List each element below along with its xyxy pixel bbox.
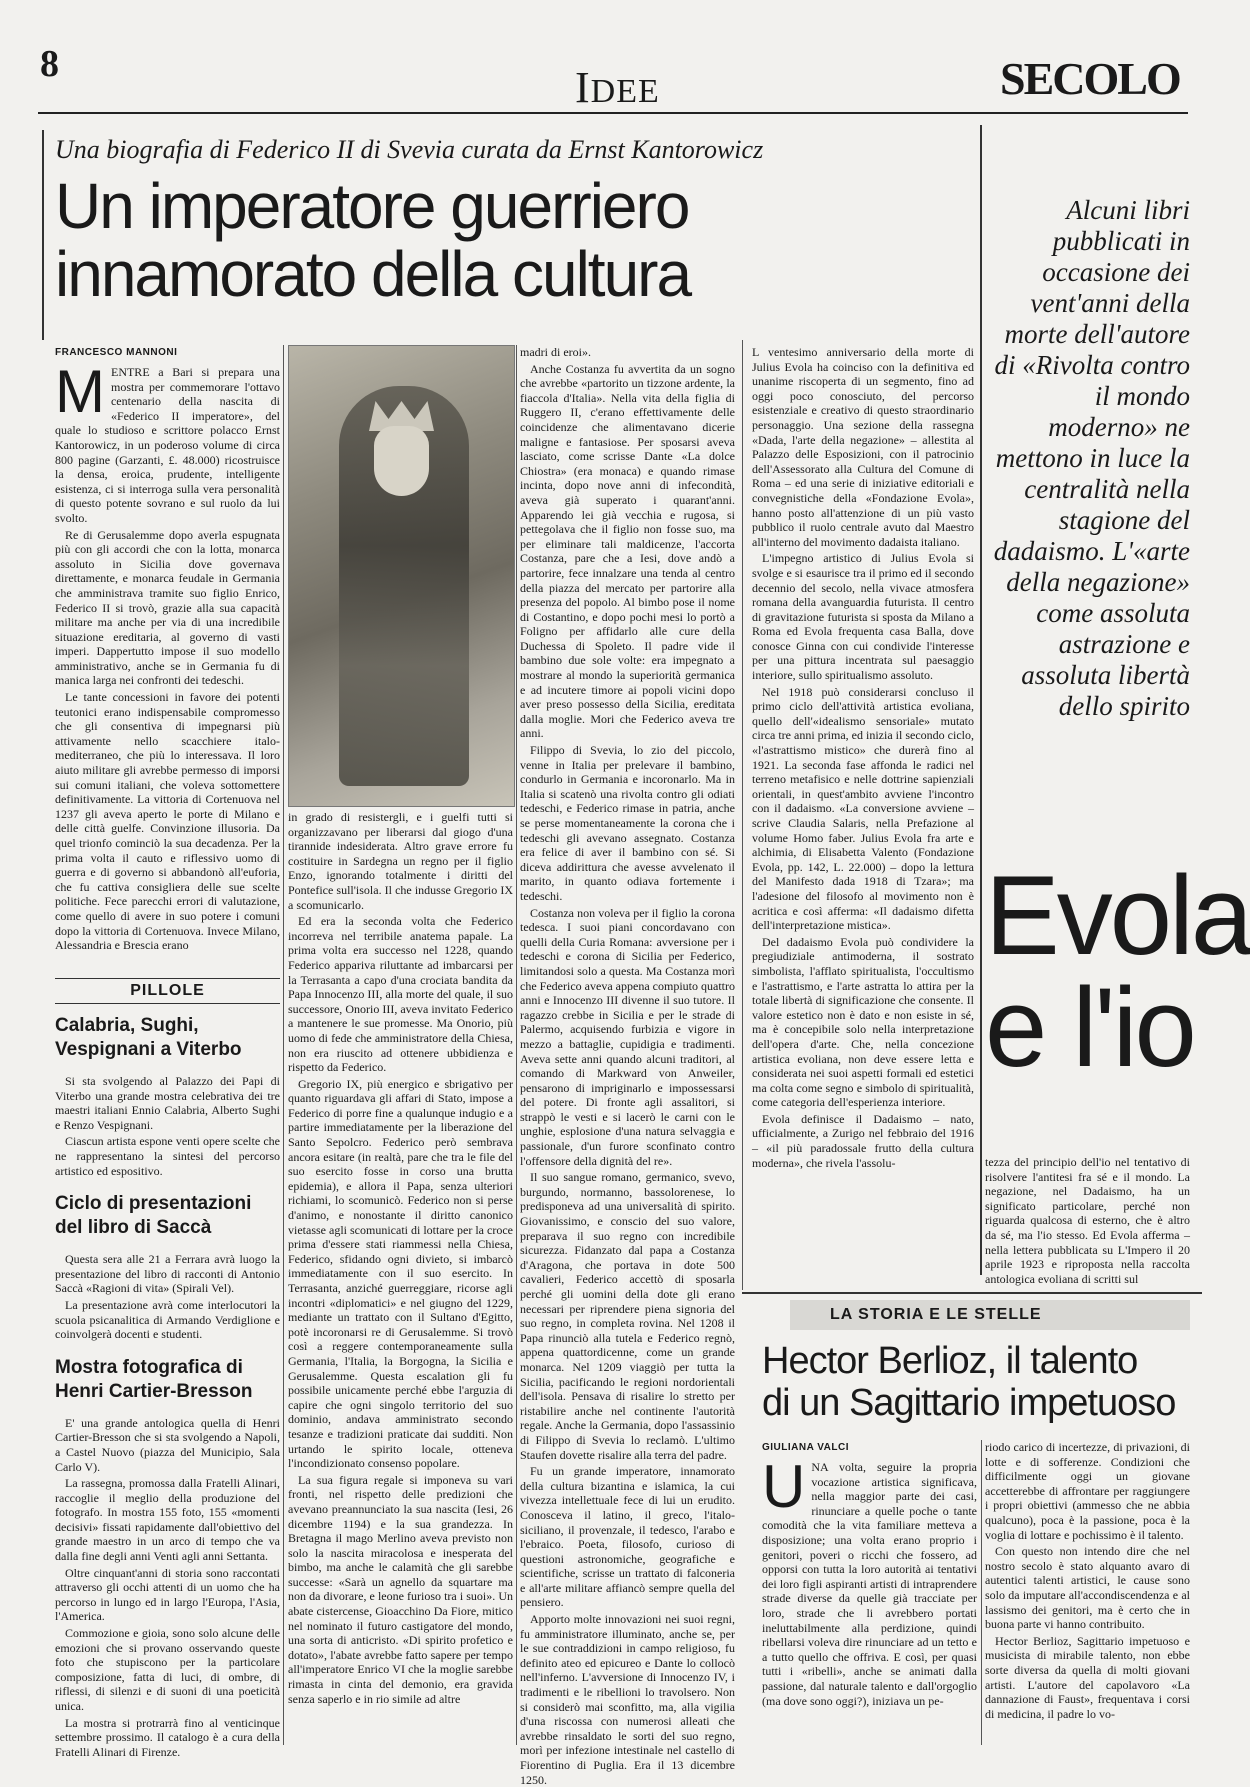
evola-title-line-2: e l'io xyxy=(985,965,1194,1090)
pillola-body xyxy=(55,1415,280,1759)
pillola-paragraph: La mostra si protrarrà fino al venticinque settembre prossimo. Il catalogo è a cura della Fratelli Alinari di Firenze. xyxy=(55,1715,280,1759)
paragraph: Anche Costanza fu avvertita da un sogno che avrebbe «partorito un tizzone ardente, la fiaccola d'Italia». Nella vita della figlia di Ruggero II, c'erano effettivamente delle coincidenze che alimentavano dicerie maligne e fantasiose. Per sposarsi aveva lasciato, come scrisse Dante «La dolce Chiostra» (era monaca) e quando rimase incinta, dopo nove anni di infecondità, aveva già superato i quarant'anni. Apparendo lei già vecchia e rugosa, si pettegolava che il figlio non fosse suo, ma per eliminare tali maldicenze, l'accorta Costanza, pare che a Iesi, dove andò a partorire, fece innalzare una tenda al centro della piazza del mercato per partorire alla presenza del popolo. Al bimbo pose il nome di Costantino, e dopo pochi mesi lo portò a Foligno per affidarlo alle cure della Duchessa di Spoleto. Il padre vide il bambino due sole volte: era impegnato a mostrare al mondo la superiorità germanica e ad incutere timore ai popoli vicini dopo aver preso possesso della Sicilia, ereditata dalla moglie. Mori che Federico aveva tre anni. xyxy=(520,361,735,741)
column-divider xyxy=(742,340,743,1290)
paragraph: Apporto molte innovazioni nei suoi regni, fu amministratore illuminato, anche se, per le sue contraddizioni in campo religioso, fu definito ateo ed epicureo e Dante lo collocò nell'inferno. L'avversione di Innocenzo IV, i tradimenti e le ribellioni lo travolsero. Non si considerò mai sconfitto, ma, alla vigilia d'una riscossa con numerosi alleati che avrebbe rinsaldato le sorti del suo regno, morì per infezione intestinale nel castello di Fiorentino di Puglia. Era il 13 dicembre 1250. xyxy=(520,1612,735,1787)
masthead-logo: SECOLO xyxy=(1000,53,1180,104)
article-col3-text xyxy=(520,345,735,1787)
article-headline xyxy=(55,172,735,308)
pillola-title: Ciclo di presentazioni del libro di Saccà xyxy=(55,1193,252,1239)
pillola-paragraph: La rassegna, promossa dalla Fratelli Alinari, raccoglie il meglio della produzione del fotografo. In mostra 155 foto, 155 «momenti decisivi» fissati rapidamente dall'obiettivo del grande maestro in un arco di tempo che va dalla fine degli anni Venti agli anni Settanta. xyxy=(55,1476,280,1564)
paragraph: La sua figura regale si imponeva su vari fronti, nel rispetto delle predizioni che avevano preannunciato la sua nascita (Iesi, 26 dicembre 1194) e la sua grandezza. In Bretagna il mago Merlino aveva previsto non solo la nascita miracolosa e inesperata del bimbo, ma anche le calamità che gli sarebbe successe: «Sarà un agnello da squartare ma non da divorare, e leone furioso tra i suoi». Un abate cistercense, Gioacchino Da Fiore, mitico nel nominato il futuro castigatore del mondo, una sorta di anticristo. «Di spirito profetico e dotato», l'abate avrebbe fatto sapere per tempo all'imperatore Enrico VI che la moglie sarebbe rimasta in cinta del demonio, era gravida senza saperlo e in rio simile ad altre xyxy=(288,1472,513,1706)
paragraph: Fu un grande imperatore, innamorato della cultura bizantina e islamica, la cui vivezza intellettuale fece di lui un erudito. Conosceva il latino, il greco, l'italo-siciliano, il provenzale, il tedesco, l'arabo e l'ebraico. Poeta, filosofo, curioso di questioni astronomiche, geografiche e scientifiche, scrisse un trattato di falconeria e all'arte militare affiancò sempre quella del pensiero. xyxy=(520,1464,735,1610)
paragraph: NA volta, seguire la propria vocazione artistica significava, nella maggior parte dei casi, rinunciare a quelle poche o tante comodità che la vita familiare metteva a disposizione; una volta erano proprio i genitori, poveri o ricchi che fossero, ad opporsi con tutta la loro autorità ai tentativi dei loro figli aspiranti artisti di intraprendere strade diverse da quelle già tracciate per loro, strade che li avrebbero portati ineluttabilmente alla perdizione, quindi ribellarsi voleva dire rinunciare ad un tetto e a tutto quello che offriva. E così, per quasi tutti i «ribelli», anche se animati dalla passione, dal naturale talento e dall'orgoglio (ma dove sono oggi?), iniziava un pe- xyxy=(762,1460,977,1708)
paragraph: Costanza non voleva per il figlio la corona tedesca. I suoi piani concordavano con quelli della Curia Romana: avversione per i tedeschi e corona di Sicilia per Federico, limitandosi solo a questa. Ma Costanza morì che Federico aveva appena compiuto quattro anni e Innocenzo III divenne il suo tutore. Il ragazzo crebbe in Sicilia e per le strade di Palermo, acquisendo furbizia e vigore in mezzo a battaglie, cupidigia e tradimenti. Aveva sette anni quando alcuni traditori, al comando di Markward von Anweiler, pensarono di impriginarlo e impossessarsi del potere. Di fronte agli assalitori, si strappò le vesti e si lacerò le carni con le unghie, esplosione d'una natura selvaggia e passionale, d'un furore sconfinato contro l'offensore della dignità del re». xyxy=(520,905,735,1168)
pillola-body xyxy=(55,1074,280,1178)
paragraph: Evola definisce il Dadaismo – nato, ufficialmente, a Zurigo nel febbraio del 1916 – «il più paradossale frutto della cultura moderna», che rivela l'assolu- xyxy=(752,1111,974,1170)
federico-portrait-image xyxy=(288,345,515,807)
article-kicker: Una biografia di Federico II di Svevia curata da Ernst Kantorowicz xyxy=(55,135,764,164)
paragraph: in grado di resistergli, e i guelfi tutti si organizzavano per liberarsi dal giogo d'una tirannide indesiderata. Altro grave errore fu costituire in Sardegna un regno per il figlio Enzo, ignorando totalmente i diritti del Pontefice sull'isola. Il che indusse Gregorio IX a scomunicarlo. xyxy=(288,810,513,912)
section-rest: DEE xyxy=(590,73,660,110)
dropcap: U xyxy=(762,1453,806,1520)
evola-column-2 xyxy=(985,1155,1190,1285)
paragraph: Le tante concessioni in favore dei potenti teutonici erano indispensabile compromesso che gli consentiva di impegnarsi più attivamente nello scacchiere italo-mediterraneo, che più lo interessava. Il loro aiuto militare gli avrebbe permesso di imporsi sui comuni italiani, che voleva sottomettere definitivamente. La vittoria di Cortenuova nel 1237 gli aveva aperto le porte di Milano e delle città guelfe. Convinzione illusoria. Da quel trionfo cominciò la sua decadenza. Per la prima volta il cauto e riflessivo uomo di guerra e di governo si abbandonò all'euforia, che fu cattiva consigliera delle sue scelte politiche. Fece parecchi errori di valutazione, come quello di avere in suo potere i comuni dopo la vittoria di Cortenuova. Invece Milano, Alessandria e Brescia erano xyxy=(55,690,280,953)
paragraph: Gregorio IX, più energico e sbrigativo per quanto riguardava gli affari di Stato, impose a Federico di porre fine a qualunque indugio e a partire immediatamente per la liberazione del Santo Sepolcro. Federico però sembrava ancora esitare (in realtà, pare che tra le file del suo esercito fosse in corso una brutta epidemia), e allora il Papa, senza ulteriori richiami, lo scomunicò. Federico non si perse d'animo, e nonostante il diritto canonico vietasse agli scomunicati di lottare per la croce prima d'essere stati riammessi nella Chiesa, Federico, sfidando ogni divieto, si imbarcò immediatamente con il suo esercito. In Terrasanta, anziché guerreggiare, ricorse agli incontri «diplomatici» e nel giugno del 1229, mediante un trattato con il Sultano d'Egitto, potè incoronarsi re di Gerusalemme. Si trovò così a reggere contemporaneamente sulla Germania, l'Italia, la Borgogna, la Sicilia e Gerusalemme. Questa escalation gli fu possibile unicamente perché ebbe l'arguzia di capire che ogni singolo territorio del suo dominio, andava amministrato secondo tesanze e tradizioni praticate dai sudditi. Non urtando le spirito locale, otteneva l'incondizionato consenso popolare. xyxy=(288,1076,513,1471)
paragraph: riodo carico di incertezze, di privazioni, di lotte e di sofferenze. Condizioni che difficilmente oggi un giovane accetterebbe di affrontare per raggiungere i propri obiettivi (ammesso che ne abbia qualcuno), poca è la passione, poca è la voglia di lottare e pochissimo è il talento. xyxy=(985,1440,1190,1542)
berlioz-column-1 xyxy=(762,1453,977,1745)
evola-column-1 xyxy=(752,345,974,1285)
headline-line-2: innamorato della cultura xyxy=(55,238,691,310)
pillola-paragraph: Ciascun artista espone venti opere scelte che ne rappresentano la sintesi del percorso artistico ed espositivo. xyxy=(55,1134,280,1178)
berlioz-column-2 xyxy=(985,1440,1190,1745)
page-number: 8 xyxy=(40,43,59,85)
column-divider xyxy=(516,345,517,1745)
pillola-paragraph: Commozione e gioia, sono solo alcune delle emozioni che si provano osservando queste foto che stupiscono per la particolare composizione, fatta di luci, di ombre, di riflessi, di silenzi e di suoni di una poeticità unica. xyxy=(55,1626,280,1713)
article-column-3 xyxy=(520,345,735,1787)
article-column-1 xyxy=(55,358,280,975)
article-col2-text xyxy=(288,810,513,1706)
paragraph: ENTRE a Bari si prepara una mostra per commemorare l'ottavo centenario della nascita di «Federico II imperatore», del quale lo studioso e scrittore polacco Ernst Kantorowicz, in un poderoso volume di circa 800 pagine (Garzanti, £. 48.000) ricostruisce la densa, eroica, prudente, intelligente esistenza, ci si interroga sulla vera personalità di questo potente sovrano e sul ruolo da lui svolto. xyxy=(55,365,280,525)
evola-col2-text xyxy=(985,1155,1190,1286)
pillola-paragraph: E' una grande antologica quella di Henri Cartier-Bresson che si sta svolgendo a Napoli, a Castel Nuovo (piazza del Municipio, Sala Carlo V). xyxy=(55,1415,280,1474)
portrait-head xyxy=(374,426,429,496)
paragraph: L ventesimo anniversario della morte di Julius Evola ha coinciso con la definitiva ed unanime riscoperta di un segmento, fino ad oggi poco conosciuto, del percorso esistenziale e creativo di questo straordinario personaggio. Una sezione della rassegna «Dada, l'arte della negazione» – allestita al Palazzo delle Esposizioni, con il patrocinio dell'Assessorato alla Cultura del Comune di Roma – ed una serie di iniziative editoriali e convegnistiche della «Fondazione Evola», hanno posto all'attenzione di un più vasto pubblico il ruolo centrale avuto dal Maestro all'interno del movimento dadaista italiano. xyxy=(752,345,974,549)
pillola-body xyxy=(55,1252,280,1342)
header-rule xyxy=(38,112,1188,114)
dropcap: M xyxy=(55,358,105,425)
pillola-paragraph: Questa sera alle 21 a Ferrara avrà luogo la presentazione del libro di racconti di Antonio Saccà «Ragioni di vita» (Spirali Vel). xyxy=(55,1252,280,1296)
berlioz-top-rule xyxy=(742,1292,1202,1294)
paragraph: Re di Gerusalemme dopo averla espugnata più con gli accordi che con la lotta, monarca assoluto in Sicilia dove governava direttamente, e monarca feudale in Germania che amministrava tramite suo figlio Enrico, Federico II si trovò, grazie alla sua capacità militare ma anche per via di una incredibile situazione ereditaria, al governo di vasti imperi. Dappertutto impose il suo modello amministrativo, anche se in Germania fu di manica larga nei confronti dei tedeschi. xyxy=(55,527,280,688)
pillola-paragraph: Si sta svolgendo al Palazzo dei Papi di Viterbo una grande mostra celebrativa dei tre maestri italiani Ennio Calabria, Alberto Sughi e Renzo Vespignani. xyxy=(55,1074,280,1132)
evola-title xyxy=(985,853,1250,1090)
article-byline: FRANCESCO MANNONI xyxy=(55,347,178,358)
berlioz-byline: GIULIANA VALCI xyxy=(762,1442,849,1453)
article-col1-text xyxy=(55,358,280,953)
column-divider xyxy=(981,1440,982,1745)
berlioz-rubric: LA STORIA E LE STELLE xyxy=(790,1300,1190,1330)
headline-line-1: Un imperatore guerriero xyxy=(55,170,689,242)
paragraph: L'impegno artistico di Julius Evola si svolge e si esaurisce tra il primo ed il secondo decennio del secolo, nella vivace atmosfera romana della avanguardia futurista. Il centro di gravitazione futurista si sposta da Milano a Roma ed Evola frequenta casa Balla, dove conosce Ginna con cui condivide l'interesse per una pittura incentrata sul paesaggio interiore, sullo spiritualismo assoluto. xyxy=(752,551,974,683)
paragraph: Hector Berlioz, Sagittario impetuoso e musicista di mirabile talento, non ebbe sorte diversa da quella di molti giovani artisti. L'autore del capolavoro «La dannazione di Faust», frequentava i corsi di medicina, il padre lo vo- xyxy=(985,1633,1190,1721)
evola-sidebar-blurb: Alcuni libri pubblicati in occasione dei vent'anni della morte dell'autore di «Rivolta contro il mondo moderno» ne mettono in luce la centralità nella stagione del dadaismo. L'«arte della negazione» come assoluta astrazione e assoluta libertà dello spirito xyxy=(993,195,1190,721)
paragraph: Il suo sangue romano, germanico, svevo, burgundo, normanno, bassolorenese, lo predisponeva ad una universalità di spirito. Giovanissimo, e conscio del suo valore, preparava il suo regno con incredibile sicurezza. Fidanzato dal papa a Costanza d'Aragona, che portava in dote 500 cavalieri, Federico accettò di sposarla perché gli uomini della dote gli erano necessari per riprendere piena signoria del suo regno, in completa rovina. Nel 1208 il Papa rinunciò alla tutela e Federico regnò, appena quattordicenne, come un grande monarca. Nel 1209 viaggiò per tutta la Sicilia, pacificando le regioni nordorientali dell'isola. Pensava di risalire lo stretto per ristabilire anche nel continente l'autorità regale. Anche la Germania, dopo l'assassinio di Filippo di Svevia lo reclamò. L'ultimo Staufen dovette risalire alla terra del padre. xyxy=(520,1170,735,1462)
pillola-paragraph: La presentazione avrà come interlocutori la scuola psicanalitica di Armando Verdiglione e coinvolgerà docenti e studenti. xyxy=(55,1297,280,1342)
section-initial: I xyxy=(575,63,591,112)
pillola-paragraph: Oltre cinquant'anni di storia sono raccontati attraverso gli occhi attenti di un uomo che ha percorso in lungo ed in largo l'Europa, l'Asia, l'America. xyxy=(55,1565,280,1624)
berlioz-headline xyxy=(762,1340,1202,1424)
paragraph: madri di eroi». xyxy=(520,345,591,359)
pillole-rule xyxy=(55,1003,280,1004)
pillole-label: PILLOLE xyxy=(130,982,205,999)
paragraph: tezza del principio dell'io nel tentativo di risolvere l'antitesi fra sé e il mondo. La negazione, nel Dadaismo, ha un significato particolare, perché non riguarda qualcosa di esterno, che è altro da sé, ma l'io stesso. Ed Evola afferma – nella lettera pubblicata su L'Impero il 20 aprile 1923 e riproposta nella raccolta antologica evoliana di scritti sul xyxy=(985,1155,1190,1286)
evola-title-line-1: Evola xyxy=(985,853,1250,978)
pillola-title: Mostra fotografica di Henri Cartier-Bresson xyxy=(55,1356,253,1402)
pillola-title: Calabria, Sughi, Vespignani a Viterbo xyxy=(55,1015,242,1060)
paragraph: Filippo di Svevia, lo zio del piccolo, venne in Italia per prelevare il bambino, condurlo in Germania e incoronarlo. Ma in Italia si scatenò una rivolta contro gli odiati tedeschi, e Federico rimase in patria, anche se perse momentaneamente la corona che i tedeschi gli avevano assegnato. Costanza era felice di aver il bambino con sé. Si diceva addirittura che avesse avvelenato il marito, in quanto odiava fortemente i tedeschi. xyxy=(520,743,735,903)
column-divider xyxy=(283,345,284,1745)
berlioz-headline-line-1: Hector Berlioz, il talento xyxy=(762,1340,1138,1382)
berlioz-col2-text xyxy=(985,1440,1190,1721)
kicker-rule xyxy=(42,130,44,340)
evola-col1-text xyxy=(752,345,974,1170)
paragraph: Con questo non intendo dire che nel nostro secolo è stato alquanto avaro di autentici talenti artistici, le cause sono solo da imputare all'accondiscendenza e al lassismo dei genitori, ma è certo che in buona parte vi hanno contribuito. xyxy=(985,1544,1190,1632)
paragraph: Ed era la seconda volta che Federico incorreva nel terribile anatema papale. La prima volta era successo nel 1228, quando Federico appariva riluttante ad imbarcarsi per la Terrasanta a capo d'una crociata bandita da Papa Innocenzo III, alla morte del quale, il suo successore, Onorio III, aveva invitato Federico a mantenere le sue promesse. Ma Onorio, più uomo di fede che amministratore della Chiesa, non era riuscito ad ottenere ubbidienza e rispetto da Federico. xyxy=(288,914,513,1075)
paragraph: Nel 1918 può considerarsi concluso il primo ciclo dell'attività artistica evoliana, quello dell'«idealismo sensoriale» mutato circa tre anni prima, ed inizia il secondo ciclo, «l'astrattismo mistico» che durerà fino al 1921. La seconda fase affonda le radici nel terreno metafisico e nelle dottrine sapienziali orientali, in quest'ambito avviene l'incontro con il dadaismo. «La conversione avviene – scrive Claudia Salaris, nella Prefazione al volume Homo faber. Julius Evola fra arte e alchimia, di Elisabetta Valento (Fondazione Evola, pp. 142, L. 22.000) – dopo la lettura del Manifesto dada 1918 di Tzara»; ma l'adesione del filosofo al movimento non è acritica e così afferma: «Il dadaismo difetta dell'interpretazione mistica». xyxy=(752,684,974,933)
section-title xyxy=(575,62,660,113)
paragraph: Del dadaismo Evola può condividere la pregiudiziale antimoderna, il sostrato simbolista, l'afflato spiritualista, l'occultismo e l'astrattismo, e l'arte astratta lo attira per la totale libertà di significazione che consente. Il valore estetico non è dato e non esiste in sé, ma è concepibile solo nella interpretazione dell'opera d'arte. Che, nella concezione artistica evoliana, non deve essere letta e considerata nei suoi aspetti formali ed estetici ma colta come segno e simbolo di spiritualità, come categoria dell'esperienza interiore. xyxy=(752,934,974,1110)
pillole-box xyxy=(55,978,280,1759)
article-column-2 xyxy=(288,810,513,1745)
berlioz-headline-line-2: di un Sagittario impetuoso xyxy=(762,1382,1176,1424)
sidebar-rule xyxy=(980,125,982,1275)
